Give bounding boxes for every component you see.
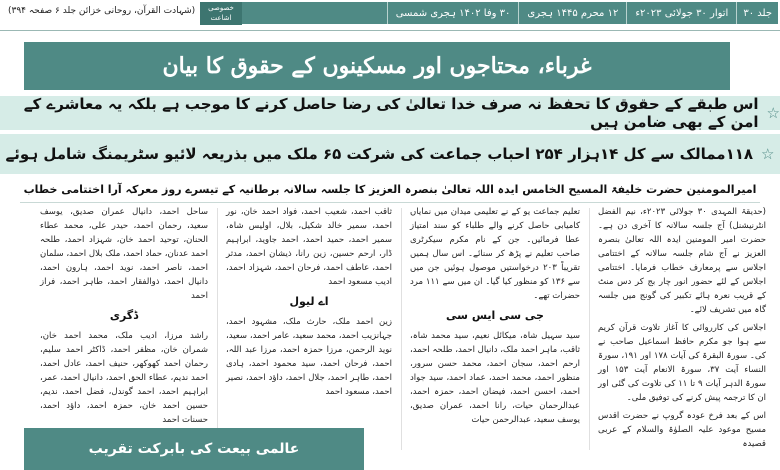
column-1-para-2: اجلاس کی کارروائی کا آغاز تلاوت قرآن کریم سے ہوا جو مکرم حافظ اسماعیل صاحب نے کی۔ سورۃ البقرۃ کی آیات ۱۷۸ اور ۱۹۱، سورۃ النساء آیت ۳۷، سورۃ الانعام آیت ۱۵۳ اور سورۃ الدہر آیات ۹ تا ۱۱ کی تلاوت کی گئی اور ان کا ترجمہ پیش کرنے کی توفیق ملی۔ xyxy=(598,323,767,403)
shamsi-date: ۳۰ وفا ۱۴۰۲ ہجری شمسی xyxy=(387,2,519,24)
star-icon: ☆ xyxy=(761,145,775,163)
headline-1-text: اس طبقے کے حقوق کا تحفظ نہ صرف خدا تعالیٰ کی رضا حاصل کرنے کا موجب ہے بلکہ یہ معاشرے کے امن کے بھی ضامن ہیں xyxy=(23,95,759,131)
degree-list: راشد مرزا، ادیب ملک، محمد احمد خان، شمران خان، مظفر احمد، ڈاکٹر احمد سلیم، رحمان احمد کھوکھر، حنیف احمد، عادل احمد، احمد ندیم، عطاء الحق احمد، دانیال احمد، عمر، ابراہیم احمد، احمد گوندل، فضل احمد، ندیم، حسین احمد خان، حمزہ احمد، داؤد احمد، حسنات احمد xyxy=(40,331,208,425)
star-icon: ☆ xyxy=(766,104,780,122)
column-divider xyxy=(401,208,402,450)
address-subline: امیرالمومنین حضرت خلیفۃ المسیح الخامس ایدہ اللہ تعالیٰ بنصرہ العزیز کا جلسہ سالانہ برطانیہ کے تیسرے روز معرکہ آرا اختتامی خطاب xyxy=(20,178,760,203)
column-4 xyxy=(40,205,208,431)
bottom-section-heading: عالمی بیعت کی بابرکت تقریب xyxy=(24,428,364,470)
volume-label: جلد ۳۰ xyxy=(736,2,778,24)
column-divider xyxy=(217,208,218,450)
column-3-para-1: ثاقب احمد، شعیب احمد، فواد احمد خان، نور احمد، سمیر خالد شکیل، بلال، اولیس شاہ، سمیر احمد، حمید احمد، احمد جاوید، ابراہیم ڈار، ارحم حسین، زین رانا، ذیشان احمد، مدثر احمد، عاطف احمد، فرحان احمد، شہزاد احمد، ادیب مسعود احمد xyxy=(226,207,392,287)
gcse-list: سید سہیل شاہ، میکائل نعیم، سید محمد شاہ، ثاقب، ماہر احمد ملک، دانیال احمد، طلحہ احمد، ارحم احمد، سجان احمد، محمد حسن سرور، منظور احمد، محمد احمد، عماد احمد، سید جواد احمد، احسن احمد، فیضان احمد، حمزہ احمد، عبدالرحمان حیات، رانا احمد، عمران صدیق، یوسف سعید، عبدالرحمن حیات xyxy=(410,331,580,425)
quote-reference: (شہادت القرآن، روحانی خزائن جلد ۶ صفحہ ۳۹۴) xyxy=(8,6,196,16)
headline-2-text: ۱۱۸ممالک سے کل ۱۴ہزار ۲۵۴ احباب جماعت کی شرکت ۶۵ ملک میں بذریعہ لائیو سٹریمنگ شامل ہوئے xyxy=(5,145,754,163)
masthead-band xyxy=(232,2,778,24)
hijri-date: ۱۲ محرم ۱۴۴۵ ہجری xyxy=(518,2,626,24)
column-2 xyxy=(410,205,580,431)
column-1 xyxy=(598,205,766,455)
column-4-para-1: ساحل احمد، دانیال عمران صدیق، یوسف سعید، رحمان احمد، حیدر علی، محمد عطاء الحنان، توحید احمد خان، شہزاد احمد، طلحہ احمد عدنان، حماد احمد، ملک بلال احمد، سلمان احمد، ناصر احمد، نوید احمد، ہارون احمد، دانیال احمد، ذوالفقار احمد، طاہر احمد، فراز احمد xyxy=(40,207,208,301)
special-edition-badge: خصوصی اشاعت xyxy=(200,2,242,25)
column-1-para-3: اس کے بعد فرخ عودہ گروپ نے حضرت اقدس مسیح موعود علیہ الصلوٰۃ والسلام کے عربی قصیدہ xyxy=(598,411,766,449)
column-1-para-1: (حدیقۃ المہدی ۳۰ جولائی ۲۰۲۳ء، نیم الفضل انٹرنیشنل) آج جلسہ سالانہ کا آخری دن ہے۔ حضرت امیر المومنین ایدہ اللہ تعالیٰ بنصرہ العزیز نے آج شام جلسہ سالانہ کے اختتامی اجلاس سے پرمعارف خطاب فرمایا۔ اختتامی اجلاس کے لئے حضور انور چار بج کر دس منٹ کے قریب نعرہ ہائے تکبیر کی گونج میں جلسہ گاہ میں تشریف لائے۔ xyxy=(598,207,766,315)
a-level-list: زین احمد ملک، حارث ملک، مشہود احمد، جہانزیب احمد، محمد سعید، عامر احمد، سعید، نوید الرحمن، مرزا حمزہ احمد، مرزا عبد اللہ، احمد، فرحان احمد، سید محمود احمد، ہادی احمد، طاہر احمد، جلال احمد، داؤد احمد، نصیر احمد، مسعود احمد xyxy=(226,317,392,397)
gcse-heading: جی سی ایس سی xyxy=(446,309,544,322)
column-divider xyxy=(589,208,590,450)
headline-1 xyxy=(0,96,780,130)
a-level-heading: اے لیول xyxy=(289,295,329,308)
masthead xyxy=(0,0,780,31)
main-title: غرباء، محتاجوں اور مسکینوں کے حقوق کا بیان xyxy=(24,42,730,90)
column-2-para-1: تعلیم جماعت یو کے نے تعلیمی میدان میں نمایاں کامیابی حاصل کرنے والے طلباء کو سند امتیاز عطا فرمائیں۔ جن کے نام مکرم سیکرٹری صاحب تعلیم نے پڑھ کر سنائے۔ اس سال ہمیں تقریباً ۲۰۳ درخواستیں موصول ہوئیں جن میں سے ۱۳۶ کو منظور کیا گیا۔ ان میں سے ۱۱۱ مرد حضرات تھے۔ xyxy=(410,207,581,301)
gregorian-date: اتوار ۳۰ جولائی ۲۰۲۳ء xyxy=(626,2,736,24)
column-3 xyxy=(226,205,392,403)
headline-2 xyxy=(0,134,780,174)
degree-heading: ڈگری xyxy=(109,309,139,322)
